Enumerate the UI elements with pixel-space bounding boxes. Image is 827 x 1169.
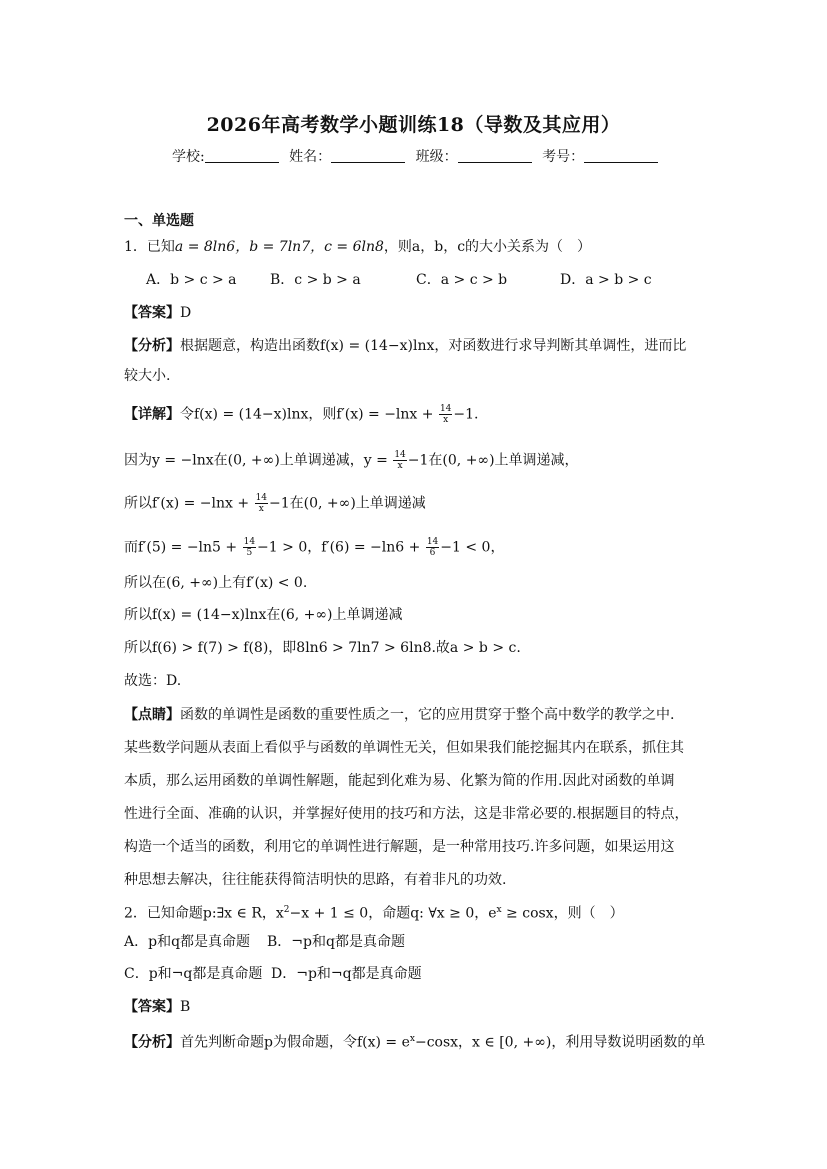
q1-detail-line-3 [124, 493, 426, 514]
superscript: x [409, 1034, 415, 1044]
question-2-stem [124, 901, 624, 923]
fraction-numerator: 14 [243, 537, 256, 547]
answer-value: D [180, 305, 192, 321]
q1-detail-line-5: 所以在(6, +∞)上有f′(x) < 0. [124, 575, 308, 591]
option-b: B．¬p和q都是真命题 [267, 934, 405, 950]
page-title: 2026年高考数学小题训练18（导数及其应用） [206, 114, 621, 136]
question-1-options [146, 271, 652, 289]
q1-stem-post: ，则a，b，c的大小关系为（ ） [383, 239, 592, 255]
q1-comment-line-5: 构造一个适当的函数，利用它的单调性进行解题，是一种常用技巧.许多问题，如果运用这 [124, 839, 675, 855]
analysis-label: 【分析】 [124, 338, 180, 354]
q2-stem-post: ≥ cosx，则（ ） [501, 905, 624, 922]
detail-label: 【详解】 [124, 406, 180, 423]
option-b: B．c > b > a [270, 272, 361, 288]
option-d: D．¬p和¬q都是真命题 [271, 966, 422, 982]
exam-number-label: 考号： [542, 149, 585, 165]
analysis-text-end: −cosx，x ∈ [0, +∞)，利用导数说明函数的单 [414, 1034, 706, 1051]
line-text: 所以f′(x) = −lnx + [124, 495, 254, 512]
superscript: 2 [283, 905, 290, 915]
comment-text: 函数的单调性是函数的重要性质之一，它的应用贯穿于整个高中数学的教学之中. [180, 707, 675, 723]
q1-answer [124, 304, 191, 322]
q2-stem-mid: −x + 1 ≤ 0，命题q: ∀x ≥ 0，e [289, 905, 497, 922]
q1-comment-line-1 [124, 706, 674, 724]
fraction-numerator: 14 [426, 537, 439, 547]
detail-text: 令f(x) = (14−x)lnx，则f′(x) = −lnx + [180, 406, 438, 423]
option-a: A．p和q都是真命题 [124, 934, 251, 950]
name-blank[interactable] [331, 149, 405, 163]
question-1-stem [124, 238, 591, 256]
school-label: 学校: [172, 149, 205, 165]
q1-detail-line-8: 故选：D. [124, 673, 182, 689]
q1-comment-line-3: 本质，那么运用函数的单调性解题，能起到化难为易、化繁为简的作用.因此对函数的单调 [124, 773, 675, 789]
q1-detail-line-4 [124, 537, 504, 558]
q1-comment-line-4: 性进行全面、准确的认识，并掌握好使用的技巧和方法，这是非常必要的.根据题目的特点， [124, 806, 689, 822]
answer-value: B [180, 999, 191, 1015]
q1-analysis-line-2: 较大小. [124, 368, 171, 384]
q2-answer [124, 998, 190, 1016]
detail-text-end: −1. [453, 406, 479, 423]
option-c: C．p和¬q都是真命题 [124, 966, 263, 982]
q1-detail-line-2 [124, 450, 579, 471]
fraction-denominator: 5 [246, 548, 253, 558]
option-c: C．a > c > b [416, 272, 508, 288]
fraction-14-over-x [439, 404, 452, 425]
q2-analysis-line-1 [124, 1030, 705, 1052]
fraction-denominator: x [443, 415, 449, 425]
line-text-end: −1在(0, +∞)上单调递减， [407, 452, 579, 469]
q1-comment-line-2: 某些数学问题从表面上看似乎与函数的单调性无关，但如果我们能挖掘其内在联系，抓住其 [124, 740, 684, 756]
line-text-end: −1在(0, +∞)上单调递减 [269, 495, 426, 512]
fraction-denominator: 6 [429, 548, 436, 558]
q1-comment-line-6: 种思想去解决，往往能获得简洁明快的思路，有着非凡的功效. [124, 872, 507, 888]
line-text: 因为y = −lnx在(0, +∞)上单调递减，y = [124, 452, 393, 469]
fraction-14-over-6 [426, 537, 439, 558]
line-text-mid: −1 > 0，f′(6) = −ln6 + [257, 539, 425, 556]
comment-label: 【点睛】 [124, 707, 180, 723]
name-label: 姓名： [289, 149, 332, 165]
q1-analysis-line-1 [124, 337, 686, 355]
fraction-numerator: 14 [394, 450, 406, 460]
student-info-line [172, 146, 664, 166]
fraction-denominator: x [258, 504, 264, 514]
q2-stem-pre: 2．已知命题p:∃x ∈ R，x [124, 905, 284, 922]
q1-detail-line-7: 所以f(6) > f(7) > f(8)，即8ln6 > 7ln7 > 6ln8.故a > b > c. [124, 640, 521, 656]
q1-detail-line-6: 所以f(x) = (14−x)lnx在(6, +∞)上单调递减 [124, 607, 403, 623]
line-text-end: −1 < 0， [440, 539, 505, 556]
class-label: 班级： [415, 149, 458, 165]
q1-stem-math: a = 8ln6，b = 7ln7，c = 6ln8 [174, 239, 384, 255]
fraction-numerator: 14 [439, 404, 452, 414]
analysis-text: 根据题意，构造出函数f(x) = (14−x)lnx，对函数进行求导判断其单调性，进而比 [180, 338, 687, 354]
section-heading: 一、单选题 [124, 213, 194, 229]
option-a: A．b > c > a [146, 272, 237, 288]
answer-label: 【答案】 [124, 999, 180, 1015]
superscript: x [496, 905, 502, 915]
analysis-label: 【分析】 [124, 1034, 180, 1051]
fraction-numerator: 14 [255, 493, 268, 503]
question-2-options-row-2 [124, 965, 422, 983]
line-text: 而f′(5) = −ln5 + [124, 539, 242, 556]
analysis-text: 首先判断命题p为假命题，令f(x) = e [180, 1034, 410, 1051]
class-blank[interactable] [458, 149, 532, 163]
fraction-14-over-x [255, 493, 268, 514]
fraction-14-over-5 [243, 537, 256, 558]
fraction-14-over-x [393, 450, 406, 471]
exam-number-blank[interactable] [584, 149, 658, 163]
fraction-denominator: x [397, 461, 403, 471]
q1-detail-line-1 [124, 404, 479, 425]
option-d: D．a > b > c [560, 272, 652, 288]
question-2-options-row-1 [124, 933, 405, 951]
q1-stem-pre: 1．已知 [124, 239, 175, 255]
answer-label: 【答案】 [124, 305, 180, 321]
school-blank[interactable] [205, 149, 279, 163]
